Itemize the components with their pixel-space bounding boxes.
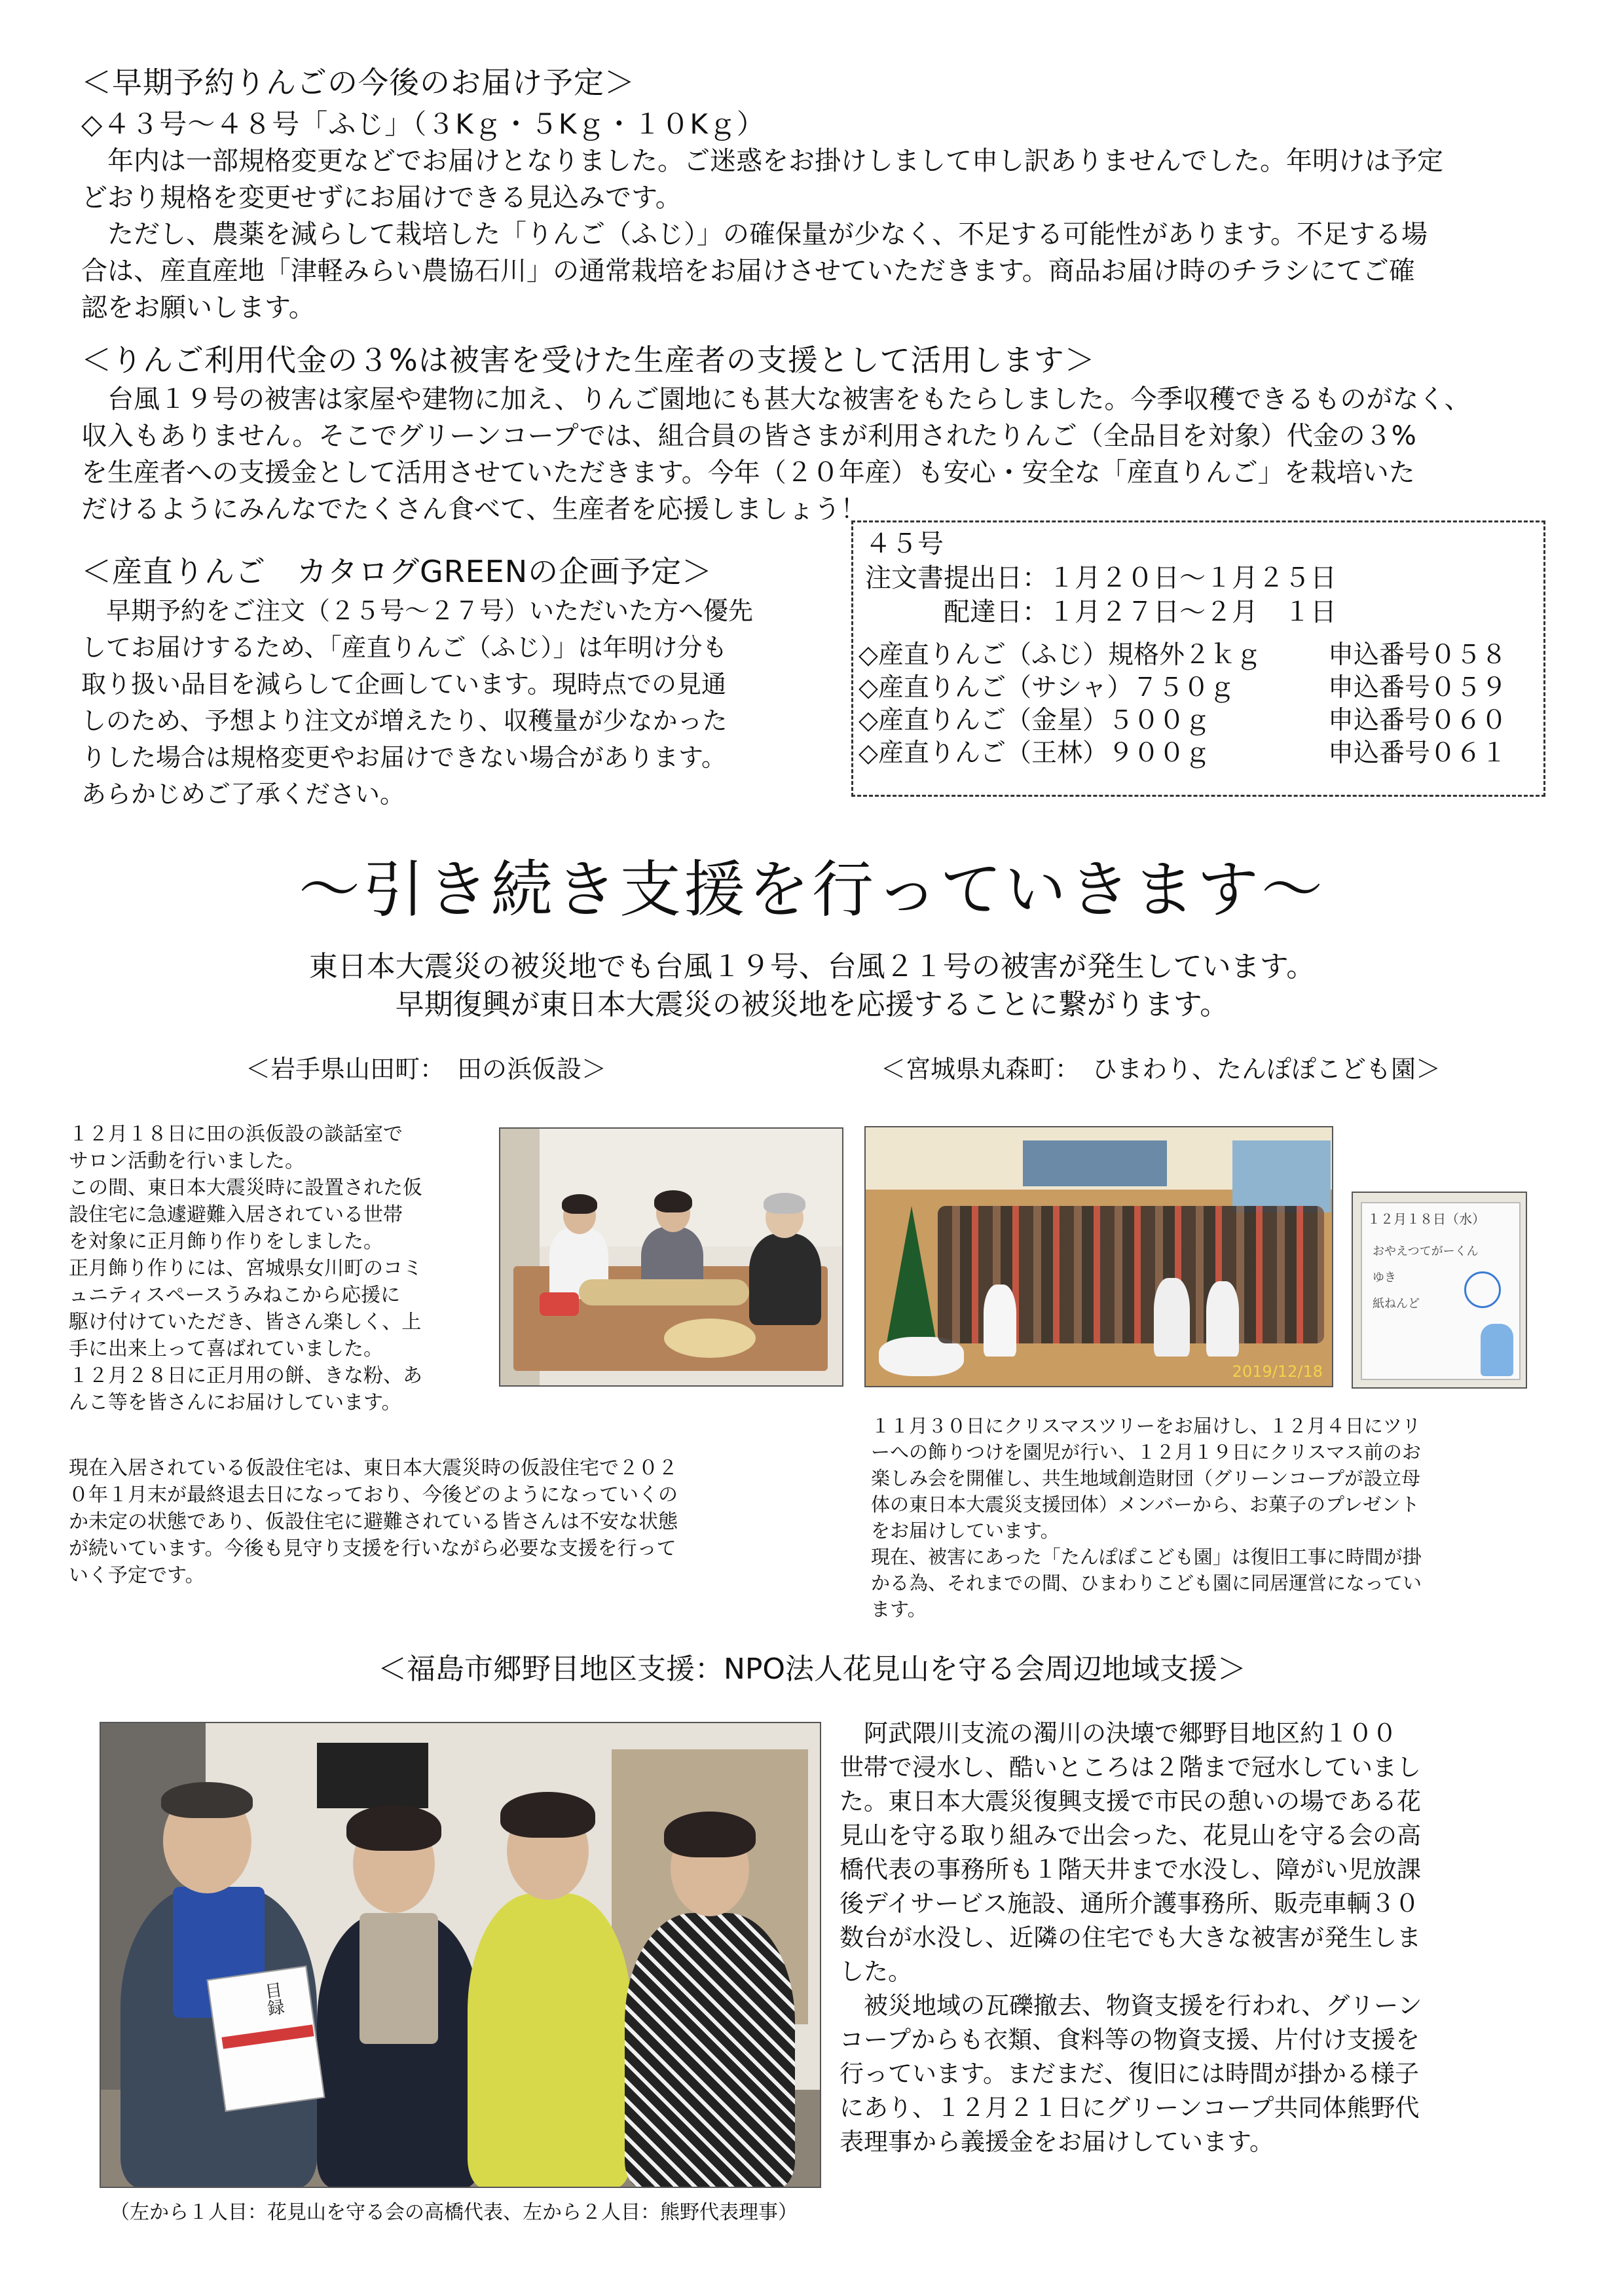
- fukushima-line: 数台が水没し、近隣の住宅でも大きな被害が発生しま: [840, 1923, 1421, 1952]
- board-line: 紙ねんど: [1373, 1297, 1420, 1311]
- section2-line: 収入もありません。そこでグリーンコープでは、組合員の皆さまが利用されたりんご（全品目を対象）代金の３%: [81, 421, 1416, 451]
- section1-line: ただし、農薬を減らして栽培した「りんご（ふじ）」の確保量が少なく、不足する可能性があります。不足する場: [81, 219, 1428, 249]
- fukushima-heading: ＜福島市郷野目地区支援：NPO法人花見山を守る会周辺地域支援＞: [377, 1652, 1247, 1686]
- item-code: 申込番号０５９: [1328, 673, 1507, 702]
- support-title: ～引き続き支援を行っていきます～: [298, 854, 1325, 926]
- section3-line: あらかじめご了承ください。: [81, 780, 405, 809]
- section2-body: [81, 381, 1471, 528]
- miyagi-line: 楽しみ会を開催し、共生地域創造財団（グリーンコープが設立母: [871, 1467, 1420, 1489]
- fukushima-line: 世帯で浸水し、酷いところは２階まで冠水していまし: [840, 1753, 1421, 1781]
- miyagi-line: ます。: [871, 1598, 927, 1620]
- iwate-line: この間、東日本大震災時に設置された仮: [69, 1176, 422, 1199]
- iwate-photo: [499, 1127, 843, 1387]
- section1-line: どおり規格を変更せずにお届けできる見込みです。: [81, 183, 682, 213]
- section3-body: [81, 592, 753, 812]
- iwate-line: が続いています。今後も見守り支援を行いながら必要な支援を行って: [69, 1537, 676, 1560]
- fukushima-line: 表理事から義援金をお届けしています。: [840, 2128, 1274, 2156]
- miyagi-whiteboard-photo: [1352, 1192, 1527, 1389]
- schedule-order-row: [865, 562, 1337, 594]
- schedule-box: [851, 520, 1545, 797]
- fukushima-body: [840, 1717, 1422, 2159]
- section1-line: 合は、産直産地「津軽みらい農協石川」の通常栽培をお届けさせていただきます。商品お届け時のチラシにてご確: [81, 256, 1415, 286]
- support-sub2: 早期復興が東日本大震災の被災地を応援することに繋がります。: [395, 988, 1229, 1021]
- section3-heading: ＜産直りんご カタログGREENの企画予定＞: [81, 554, 713, 589]
- miyagi-body: [871, 1413, 1422, 1622]
- section1-line: 年内は一部規格変更などでお届けとなりました。ご迷惑をお掛けしまして申し訳ありませんでした。年明けは予定: [81, 146, 1443, 176]
- miyagi-line: かる為、それまでの間、ひまわりこども園に同居運営になってい: [871, 1572, 1422, 1594]
- section3-line: しのため、予想より注文が増えたり、収穫量が少なかった: [81, 706, 728, 735]
- iwate-line: ０年１月末が最終退去日になっており、今後どのようになっていくの: [69, 1484, 678, 1506]
- delivery-label: 配達日：: [944, 597, 1048, 627]
- iwate-body-1: [69, 1121, 422, 1416]
- fukushima-line: 見山を守る取り組みで出会った、花見山を守る会の高: [840, 1821, 1421, 1850]
- section3-line: してお届けするため、「産直りんご（ふじ）」は年明け分も: [81, 633, 728, 662]
- fukushima-line: にあり、１２月２１日にグリーンコープ共同体熊野代: [840, 2094, 1420, 2122]
- board-notes: [1373, 1239, 1479, 1317]
- section2-line: を生産者への支援金として活用させていただきます。今年（２０年産）も安心・安全な「産直りんご」を栽培いた: [81, 458, 1415, 488]
- schedule-items: [858, 639, 1343, 770]
- board-date: １２月１８日（水）: [1367, 1211, 1485, 1227]
- support-sub1: 東日本大震災の被災地でも台風１９号、台風２１号の被害が発生しています。: [308, 950, 1316, 983]
- miyagi-line: １１月３０日にクリスマスツリーをお届けし、１２月４日にツリ: [871, 1415, 1421, 1437]
- iwate-line: を対象に正月飾り作りをしました。: [69, 1230, 383, 1253]
- section2-line: 台風１９号の被害は家屋や建物に加え、りんご園地にも甚大な被害をもたらしました。今季収穫できるものがなく、: [81, 384, 1471, 414]
- miyagi-line: ーへの飾りつけを園児が行い、１２月１９日にクリスマス前のお: [871, 1441, 1421, 1463]
- iwate-line: か未定の状態であり、仮設住宅に避難されている皆さんは不安な状態: [69, 1510, 678, 1533]
- section3-line: りした場合は規格変更やお届けできない場合があります。: [81, 743, 726, 772]
- section3-line: 早期予約をご注文（２５号～２７号）いただいた方へ優先: [81, 596, 754, 625]
- iwate-line: 手に出来上って喜ばれていました。: [69, 1338, 383, 1360]
- section1-subheading: ◇４３号～４８号「ふじ」（３Kｇ・５Kｇ・１０Kｇ）: [81, 108, 765, 140]
- iwate-line: 設住宅に急遽避難入居されている世帯: [69, 1203, 403, 1226]
- item-name: ◇産直りんご（ふじ）規格外２ｋｇ: [858, 640, 1261, 670]
- miyagi-photo: [864, 1126, 1333, 1387]
- iwate-body-2: [69, 1455, 678, 1589]
- iwate-line: ュニティスペースうみねこから応援に: [69, 1284, 401, 1307]
- fukushima-line: コープからも衣類、食料等の物資支援、片付け支援を: [840, 2026, 1420, 2054]
- fukushima-line: した。: [840, 1958, 912, 1986]
- iwate-line: サロン活動を行いました。: [69, 1150, 304, 1173]
- miyagi-line: 現在、被害にあった「たんぽぽこども園」は復旧工事に時間が掛: [871, 1546, 1422, 1568]
- fukushima-photo: [100, 1722, 821, 2188]
- miyagi-line: 体の東日本大震災支援団体）メンバーから、お菓子のプレゼント: [871, 1493, 1420, 1516]
- section2-line: だけるようにみんなでたくさん食べて、生産者を応援しましょう！: [81, 494, 867, 524]
- iwate-heading: ＜岩手県山田町： 田の浜仮設＞: [246, 1055, 607, 1084]
- delivery-dates: １月２７日～２月 １日: [1048, 597, 1337, 627]
- fukushima-line: 橋代表の事務所も１階天井まで水没し、障がい児放課: [840, 1855, 1421, 1884]
- miyagi-photo-date: 2019/12/18: [1232, 1362, 1323, 1381]
- iwate-line: 駆け付けていただき、皆さん楽しく、上: [69, 1311, 422, 1334]
- section2-heading: ＜りんご利用代金の３%は被害を受けた生産者の支援として活用します＞: [81, 342, 1096, 378]
- section1-line: 認をお願いします。: [81, 293, 315, 323]
- iwate-line: 正月飾り作りには、宮城県女川町のコミ: [69, 1257, 422, 1280]
- miyagi-line: をお届けしています。: [871, 1520, 1060, 1542]
- item-code: 申込番号０６０: [1328, 706, 1507, 735]
- iwate-line: 現在入居されている仮設住宅は、東日本大震災時の仮設住宅で２０２: [69, 1457, 678, 1480]
- schedule-codes: [1328, 639, 1507, 770]
- item-name: ◇産直りんご（王林）９００ｇ: [858, 738, 1210, 768]
- iwate-line: いく予定です。: [69, 1564, 205, 1587]
- fukushima-line: た。東日本大震災復興支援で市民の憩いの場である花: [840, 1787, 1421, 1815]
- section1-heading: ＜早期予約りんごの今後のお届け予定＞: [81, 65, 635, 100]
- envelope-text: 目録: [261, 1980, 286, 2017]
- item-name: ◇産直りんご（サシャ）７５０ｇ: [858, 673, 1235, 702]
- fukushima-caption: （左から１人目：花見山を守る会の高橋代表、左から２人目：熊野代表理事）: [110, 2201, 798, 2224]
- section3-line: 取り扱い品目を減らして企画しています。現時点での見通: [81, 670, 726, 699]
- item-code: 申込番号０６１: [1328, 738, 1507, 768]
- board-line: ゆき: [1373, 1271, 1396, 1285]
- fukushima-line: 行っています。まだまだ、復旧には時間が掛かる様子: [840, 2060, 1420, 2088]
- order-dates: １月２０日～１月２５日: [1048, 563, 1337, 593]
- fukushima-line: 阿武隈川支流の濁川の決壊で郷野目地区約１００: [840, 1719, 1397, 1747]
- board-line: おやえつてがーくん: [1373, 1245, 1479, 1258]
- schedule-issue: ４５号: [865, 529, 944, 559]
- fukushima-line: 被災地域の瓦礫撤去、物資支援を行われ、グリーン: [840, 1992, 1422, 2020]
- iwate-line: んこ等を皆さんにお届けしています。: [69, 1391, 401, 1414]
- miyagi-heading: ＜宮城県丸森町： ひまわり、たんぽぽこども園＞: [881, 1055, 1441, 1084]
- iwate-line: １２月２８日に正月用の餅、きな粉、あ: [69, 1364, 422, 1387]
- item-code: 申込番号０５８: [1328, 640, 1507, 670]
- iwate-line: １２月１８日に田の浜仮設の談話室で: [69, 1123, 403, 1146]
- order-label: 注文書提出日：: [865, 563, 1048, 593]
- item-name: ◇産直りんご（金星）５００ｇ: [858, 706, 1210, 735]
- section1-body: [81, 143, 1443, 326]
- fukushima-line: 後デイサービス施設、通所介護事務所、販売車輌３０: [840, 1889, 1420, 1918]
